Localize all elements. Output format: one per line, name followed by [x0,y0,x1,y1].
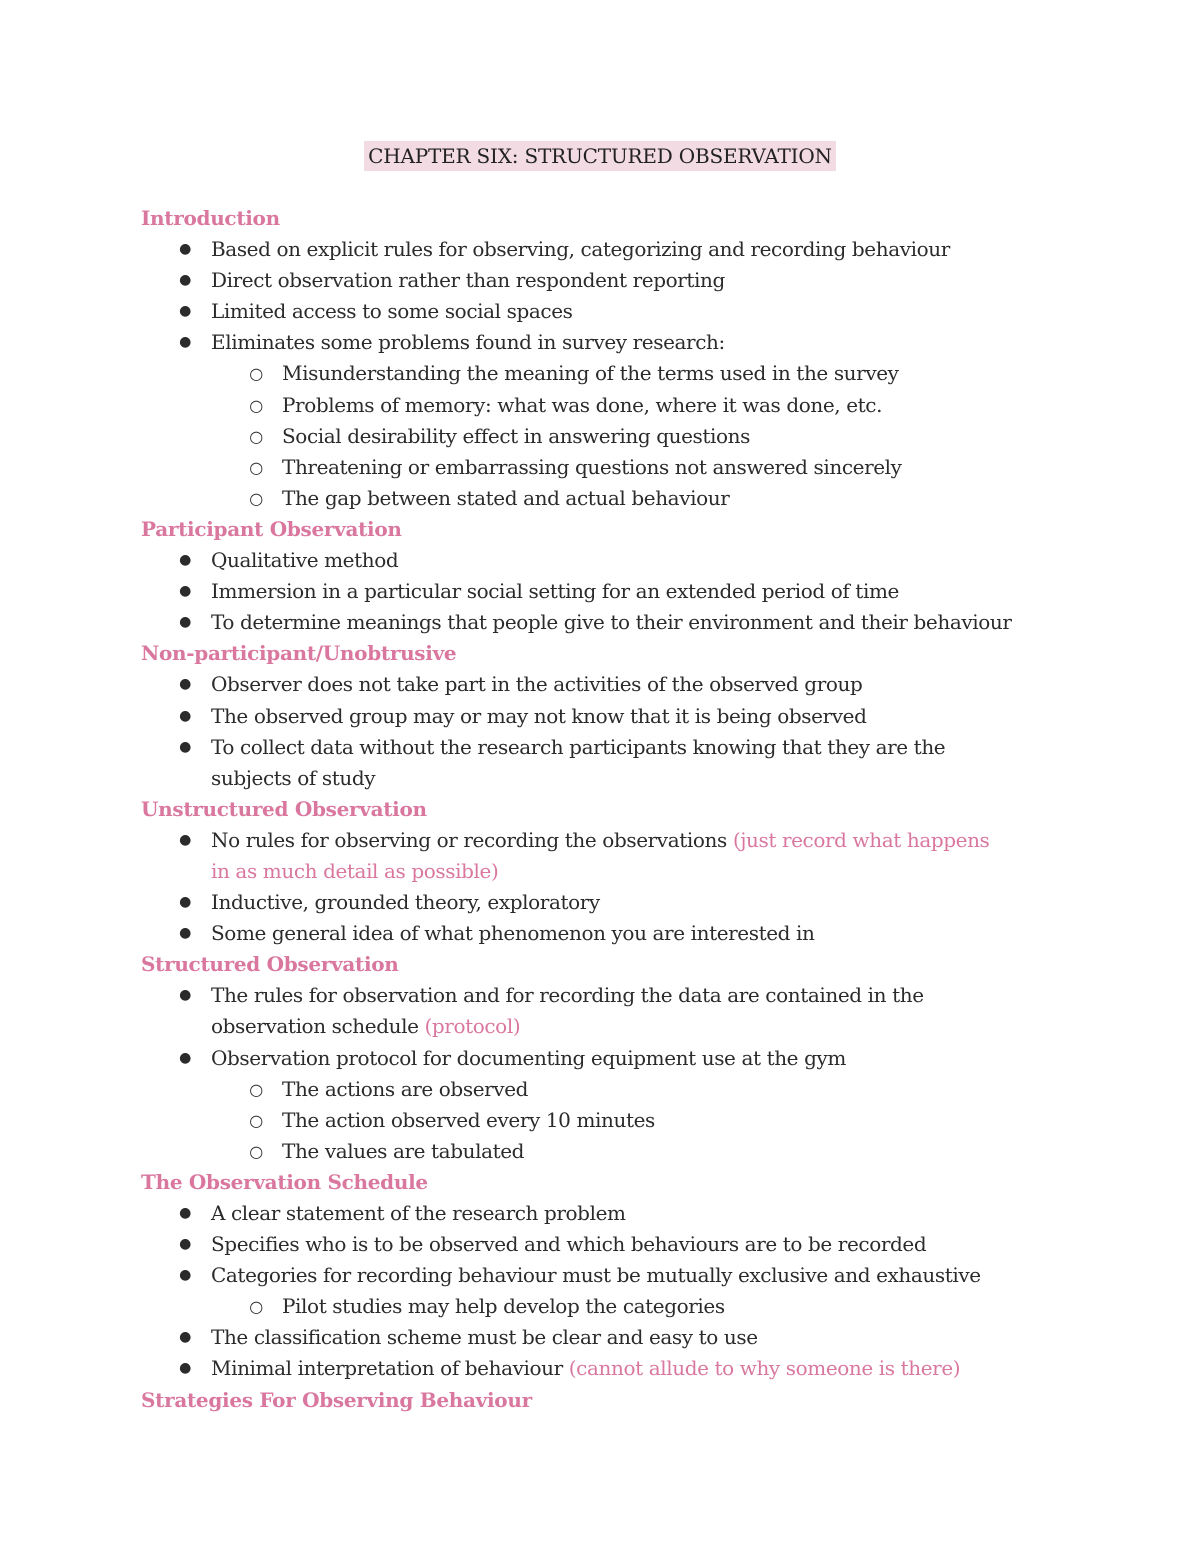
sub-bullet-item: ○ Threatening or embarrassing questions not answered sincerely [141,452,1041,483]
notes-body [141,203,1041,1416]
sub-bullet-item: ○ Social desirability effect in answering questions [141,421,1041,452]
bullet-item: ● The rules for observation and for recording the data are contained in the observation schedule (protocol) [141,980,1011,1042]
bullet-icon: ● [179,241,191,258]
annotation-note: (protocol) [424,1014,521,1039]
bullet-item: ● Direct observation rather than respondent reporting [141,265,1041,296]
bullet-item: ● Some general idea of what phenomenon you are interested in [141,918,1041,949]
bullet-item: ● Observer does not take part in the activities of the observed group [141,669,1041,700]
section-heading-structured-observation: Structured Observation [141,952,399,977]
sub-bullet-item: ○ The values are tabulated [141,1136,1041,1167]
sub-bullet-item: ○ Problems of memory: what was done, where it was done, etc. [141,390,1041,421]
circle-bullet-icon: ○ [249,364,263,384]
bullet-item: ● Eliminates some problems found in survey research: [141,327,1041,358]
circle-bullet-icon: ○ [249,1141,263,1161]
bullet-icon: ● [179,272,191,289]
bullet-icon: ● [179,303,191,320]
bullet-icon: ● [179,707,191,724]
bullet-icon: ● [179,583,191,600]
circle-bullet-icon: ○ [249,1079,263,1099]
circle-bullet-icon: ○ [249,457,263,477]
bullet-item: ● To determine meanings that people give to their environment and their behaviour [141,607,1041,638]
bullet-item: ● A clear statement of the research problem [141,1198,1041,1229]
bullet-icon: ● [179,676,191,693]
bullet-icon: ● [179,1329,191,1346]
circle-bullet-icon: ○ [249,1297,263,1317]
sub-bullet-item: ○ The action observed every 10 minutes [141,1105,1041,1136]
bullet-item: ● To collect data without the research participants knowing that they are the subjects of study [141,732,1021,794]
bullet-icon: ● [179,894,191,911]
section-heading-non-participant: Non-participant/Unobtrusive [141,641,457,666]
bullet-item: ● Immersion in a particular social setting for an extended period of time [141,576,1041,607]
title-container [0,141,1200,171]
bullet-icon: ● [179,1267,191,1284]
circle-bullet-icon: ○ [249,1110,263,1130]
annotation-note: (just record what happens in as much detail as possible) [211,827,990,883]
annotation-note: (cannot allude to why someone is there) [568,1356,961,1381]
section-heading-observation-schedule: The Observation Schedule [141,1169,428,1194]
page-title: CHAPTER SIX: STRUCTURED OBSERVATION [364,141,836,171]
section-heading-introduction: Introduction [141,206,280,230]
bullet-item: ● Specifies who is to be observed and which behaviours are to be recorded [141,1229,1041,1260]
bullet-icon: ● [179,1236,191,1253]
bullet-item: ● Inductive, grounded theory, exploratory [141,887,1041,918]
bullet-item: ● Qualitative method [141,545,1041,576]
bullet-item: ● The classification scheme must be clear and easy to use [141,1322,1041,1353]
circle-bullet-icon: ○ [249,488,263,508]
section-heading-strategies: Strategies For Observing Behaviour [141,1387,532,1412]
bullet-item: ● The observed group may or may not know that it is being observed [141,701,1041,732]
bullet-icon: ● [179,1049,191,1066]
bullet-item: ● Based on explicit rules for observing, categorizing and recording behaviour [141,234,1041,265]
bullet-item: ● Limited access to some social spaces [141,296,1041,327]
sub-bullet-item: ○ Pilot studies may help develop the categories [141,1291,1041,1322]
sub-bullet-item: ○ Misunderstanding the meaning of the terms used in the survey [141,358,1041,389]
bullet-icon: ● [179,552,191,569]
bullet-icon: ● [179,831,191,848]
circle-bullet-icon: ○ [249,395,263,415]
bullet-item: ● Categories for recording behaviour must be mutually exclusive and exhaustive [141,1260,1041,1291]
sub-bullet-item: ○ The actions are observed [141,1074,1041,1105]
bullet-item: ● No rules for observing or recording the observations (just record what happens in as much detail as possible) [141,825,1011,887]
bullet-icon: ● [179,334,191,351]
bullet-item: ● Minimal interpretation of behaviour (cannot allude to why someone is there) [141,1353,1041,1384]
bullet-icon: ● [179,925,191,942]
bullet-icon: ● [179,1360,191,1377]
section-heading-unstructured-observation: Unstructured Observation [141,796,427,821]
circle-bullet-icon: ○ [249,426,263,446]
bullet-icon: ● [179,987,191,1004]
bullet-item: ● Observation protocol for documenting equipment use at the gym [141,1043,1041,1074]
sub-bullet-item: ○ The gap between stated and actual behaviour [141,483,1041,514]
section-heading-participant-observation: Participant Observation [141,516,402,541]
bullet-icon: ● [179,1205,191,1221]
bullet-icon: ● [179,614,191,631]
bullet-icon: ● [179,738,191,755]
